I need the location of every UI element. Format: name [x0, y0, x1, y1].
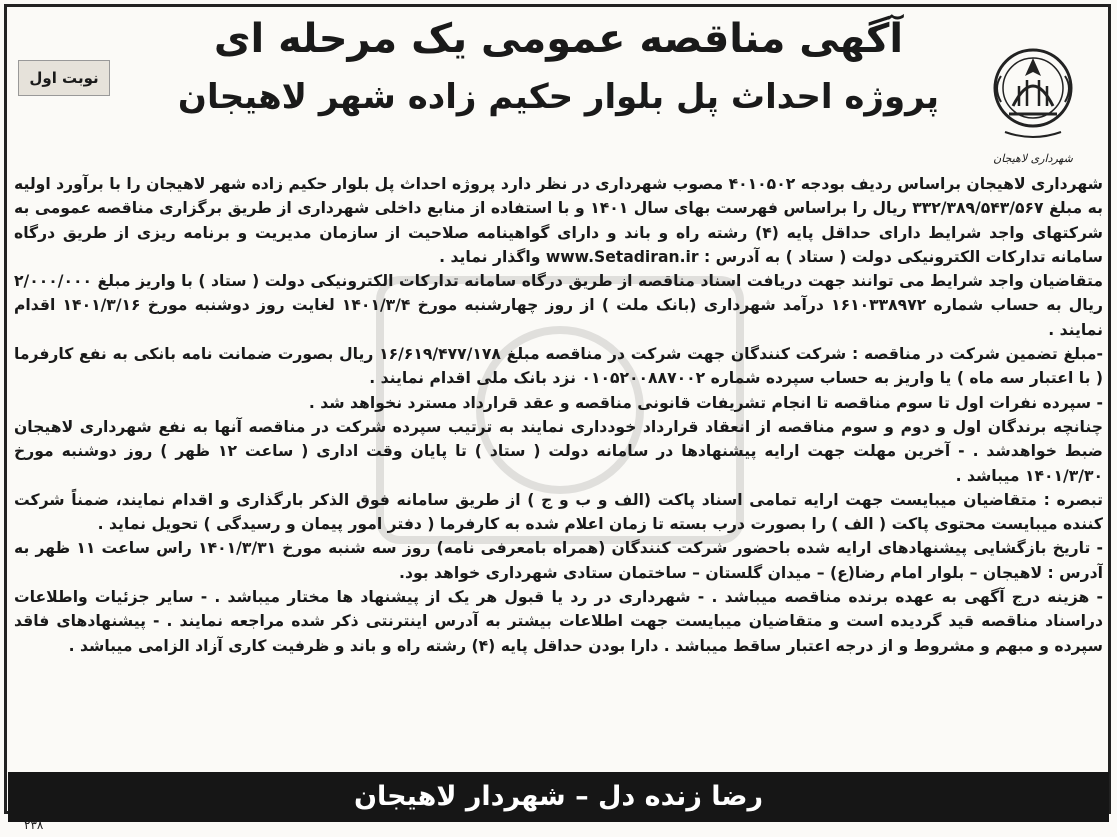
round-label: نوبت اول	[18, 60, 110, 96]
advertisement-header	[8, 8, 1109, 158]
body-paragraph-guarantee: -مبلغ تضمین شرکت در مناقصه : شرکت کنندگان جهت شرکت در مناقصه مبلغ ۱۶/۶۱۹/۴۷۷/۱۷۸ ریال بصورت ضمانت نامه بانکی به نفع کارفرما ( با اعتبار سه ماه ) یا واریز به حساب سپرده شماره ۰۱۰۵۲۰۰۸۸۷۰۰۲ نزد بانک ملی اقدام نمایند .	[14, 345, 1103, 388]
advertisement-subtitle: پروژه احداث پل بلوار حکیم زاده شهر لاهیجان	[177, 77, 940, 117]
body-paragraph-deposit: - سپرده نفرات اول تا سوم مناقصه تا انجام تشریفات قانونی مناقصه و عقد قرارداد مسترد نخواهد شد .	[308, 393, 1103, 412]
signature-band	[8, 772, 1109, 822]
body-paragraph-opening: - تاریخ بازگشایی پیشنهادهای ارایه شده باحضور شرکت کنندگان (همراه بامعرفی نامه) روز سه شنبه مورخ ۱۴۰۱/۳/۳۱ راس ساعت ۱۱ ظهر به آدرس : لاهیجان – بلوار امام رضا(ع) – میدان گلستان – ساختمان ستادی شهرداری خواهد بود.	[14, 539, 1103, 582]
municipality-logo-icon	[983, 36, 1083, 160]
body-paragraph-documents: متقاضیان واجد شرایط می توانند جهت دریافت اسناد مناقصه از طریق درگاه سامانه تدارکات الکترونیکی دولت ( ستاد ) با واریز مبلغ ۲/۰۰۰/۰۰۰ ریال به حساب شماره ۱۶۱۰۳۳۸۹۷۲ درآمد شهرداری (بانک ملت ) از روز چهارشنبه مورخ ۱۴۰۱/۳/۴ لغایت روز دوشنبه مورخ ۱۴۰۱/۳/۱۶ اقدام نمایند .	[14, 272, 1103, 339]
page-number: ۲۳۸	[24, 818, 44, 832]
body-paragraph-winners: چنانچه برندگان اول و دوم و سوم مناقصه از انعقاد قرارداد خودداری نمایند به ترتیب سپرده شرکت در مناقصه آنها به نفع شهرداری لاهیجان ضبط خواهدشد . - آخرین مهلت جهت ارایه پیشنهادها در سامانه دولت ( ستاد ) تا پایان وقت اداری ( ساعت ۱۲ ظهر ) روز دوشنبه مورخ ۱۴۰۱/۳/۳۰ میباشد .	[14, 417, 1103, 485]
advertisement-body	[14, 172, 1103, 762]
body-paragraph-conditions: - هزینه درج آگهی به عهده برنده مناقصه میباشد . - شهرداری در رد یا قبول هر یک از پیشنهاد ها مختار میباشد . - سایر جزئیات واطلاعات دراسناد مناقصه قید گردیده است و متقاضیان میبایست جهت اطلاعات بیشتر به آدرس اینترنتی ذکر شده مراجعه نمایند . - پیشنهادهای فاقد سپرده و مبهم و مشروط و از درجه اعتبار ساقط میباشد . دارا بودن حداقل پایه (۴) رشته راه و باند و ظرفیت کاری آزاد الزامی میباشد .	[14, 588, 1103, 655]
body-paragraph-intro: شهرداری لاهیجان براساس ردیف بودجه ۴۰۱۰۵۰۲ مصوب شهرداری در نظر دارد پروژه احداث پل بلوار حکیم زاده شهر لاهیجان را با برآورد اولیه به مبلغ ۳۳۲/۳۸۹/۵۴۳/۵۶۷ ریال را براساس فهرست بهای سال ۱۴۰۱ و با استفاده از منابع داخلی شهرداری از طریق برگزاری مناقصه عمومی به شرکتهای واجد شرایط دارای حداقل پایه (۴) رشته راه و باند و دارای گواهینامه صلاحیت از سازمان مدیریت و برنامه ریزی از طریق درگاه سامانه تدارکات الکترونیکی دولت ( ستاد ) به آدرس : www.Setadiran.ir واگذار نماید .	[14, 175, 1103, 266]
body-paragraph-note: تبصره : متقاضیان میبایست جهت ارایه تمامی اسناد پاکت (الف و ب و ج ) از طریق سامانه فوق الذکر بارگذاری و اقدام نمایند، ضمناً شرکت کننده میبایست محتوی پاکت ( الف ) را بصورت درب بسته تا زمان اعلام شده به کارفرما ( دفتر امور پیمان و رسیدگی ) تحویل نماید .	[14, 490, 1103, 534]
advertisement-title: آگهی مناقصه عمومی یک مرحله ای	[213, 16, 904, 62]
mayor-signature: رضا زنده دل – شهردار لاهیجان	[353, 781, 764, 812]
logo-caption: شهرداری لاهیجان	[993, 152, 1073, 165]
